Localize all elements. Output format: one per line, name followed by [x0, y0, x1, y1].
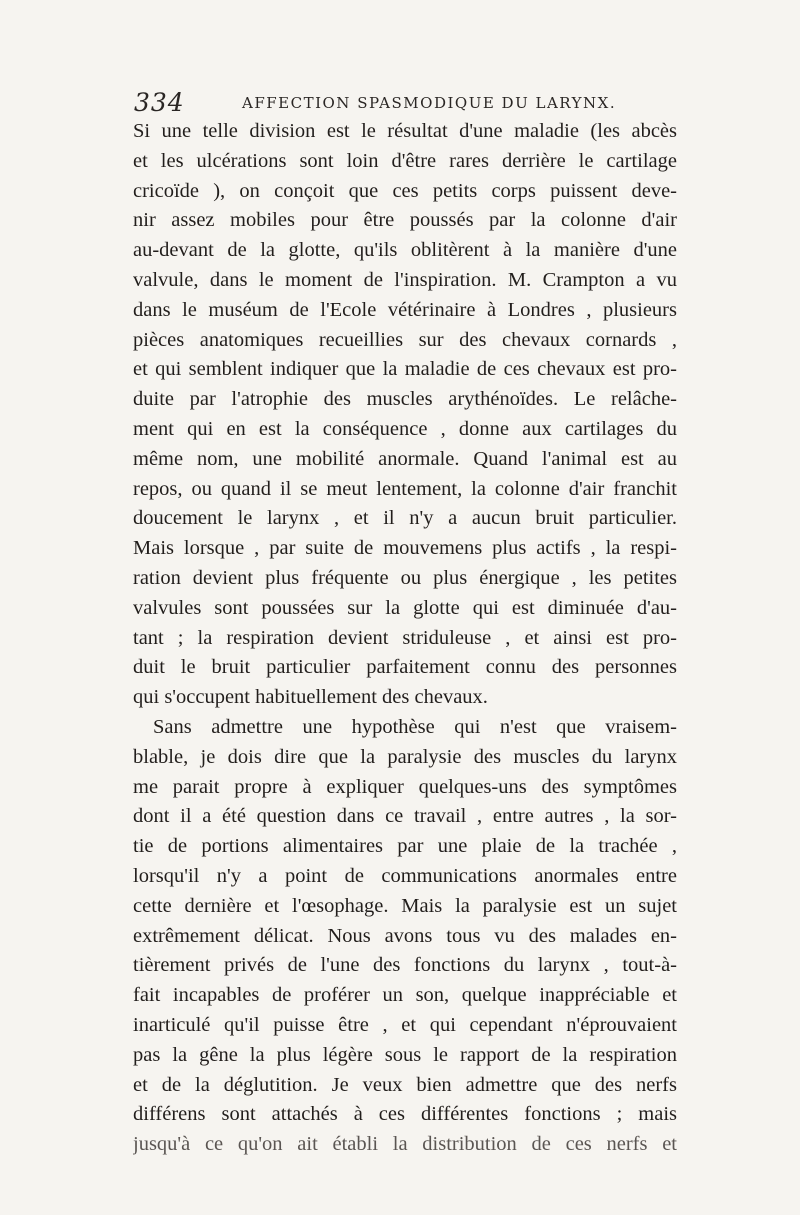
text-line: cricoïde ), on conçoit que ces petits corps puissent deve- [133, 179, 677, 202]
text-line: au-devant de la glotte, qu'ils oblitèrent à la manière d'une [133, 239, 677, 262]
text-line: doucement le larynx , et il n'y a aucun bruit particulier. [133, 507, 677, 530]
text-line: duite par l'atrophie des muscles arythénoïdes. Le relâche- [133, 388, 677, 411]
text-line: tant ; la respiration devient striduleuse , et ainsi est pro- [133, 626, 677, 649]
text-line: Si une telle division est le résultat d'une maladie (les abcès [133, 120, 677, 142]
text-line: valvule, dans le moment de l'inspiration. M. Crampton a vu [133, 268, 677, 291]
text-line: différens sont attachés à ces différentes fonctions ; mais [133, 1103, 677, 1126]
text-line: dont il a été question dans ce travail , entre autres , la sor- [133, 805, 677, 828]
text-line: inarticulé qu'il puisse être , et qui cependant n'éprouvaient [133, 1013, 677, 1036]
text-line: ment qui en est la conséquence , donne aux cartilages du [133, 417, 677, 440]
text-line: tièrement privés de l'une des fonctions du larynx , tout-à- [133, 954, 677, 977]
paragraph-start-line: Sans admettre une hypothèse qui n'est que vraisem- [153, 715, 677, 738]
text-line: ration devient plus fréquente ou plus énergique , les petites [133, 566, 677, 589]
text-line: Mais lorsque , par suite de mouvemens plus actifs , la respi- [133, 537, 677, 560]
text-line: et qui semblent indiquer que la maladie de ces chevaux est pro- [133, 358, 677, 381]
text-line: pas la gêne la plus légère sous le rapport de la respiration [133, 1043, 677, 1066]
text-line: repos, ou quand il se meut lentement, la colonne d'air franchit [133, 477, 677, 500]
text-line: duit le bruit particulier parfaitement connu des personnes [133, 656, 677, 679]
text-line: extrêmement délicat. Nous avons tous vu des malades en- [133, 924, 677, 947]
text-line: cette dernière et l'œsophage. Mais la paralysie est un sujet [133, 894, 677, 917]
text-line: nir assez mobiles pour être poussés par la colonne d'air [133, 209, 677, 232]
text-line: jusqu'à ce qu'on ait établi la distribution de ces nerfs et [133, 1133, 677, 1156]
text-line: lorsqu'il n'y a point de communications anormales entre [133, 864, 677, 887]
page-number: 334 [134, 88, 185, 117]
text-line: et de la déglutition. Je veux bien admettre que des nerfs [133, 1073, 677, 1096]
paragraph-end-line: qui s'occupent habituellement des chevaux. [133, 686, 488, 709]
text-line: pièces anatomiques recueillies sur des chevaux cornards , [133, 328, 677, 351]
text-line: me parait propre à expliquer quelques-uns des symptômes [133, 775, 677, 798]
body-text [133, 117, 677, 1160]
text-line: blable, je dois dire que la paralysie des muscles du larynx [133, 745, 677, 768]
text-line: même nom, une mobilité anormale. Quand l'animal est au [133, 447, 677, 470]
text-line: tie de portions alimentaires par une plaie de la trachée , [133, 835, 677, 858]
text-line: fait incapables de proférer un son, quelque inappréciable et [133, 984, 677, 1007]
text-line: et les ulcérations sont loin d'être rares derrière le cartilage [133, 149, 677, 172]
page-header [134, 88, 674, 116]
text-line: valvules sont poussées sur la glotte qui est diminuée d'au- [133, 596, 677, 619]
text-line: dans le muséum de l'Ecole vétérinaire à Londres , plusieurs [133, 298, 677, 321]
running-head: AFFECTION SPASMODIQUE DU LARYNX. [242, 94, 617, 112]
